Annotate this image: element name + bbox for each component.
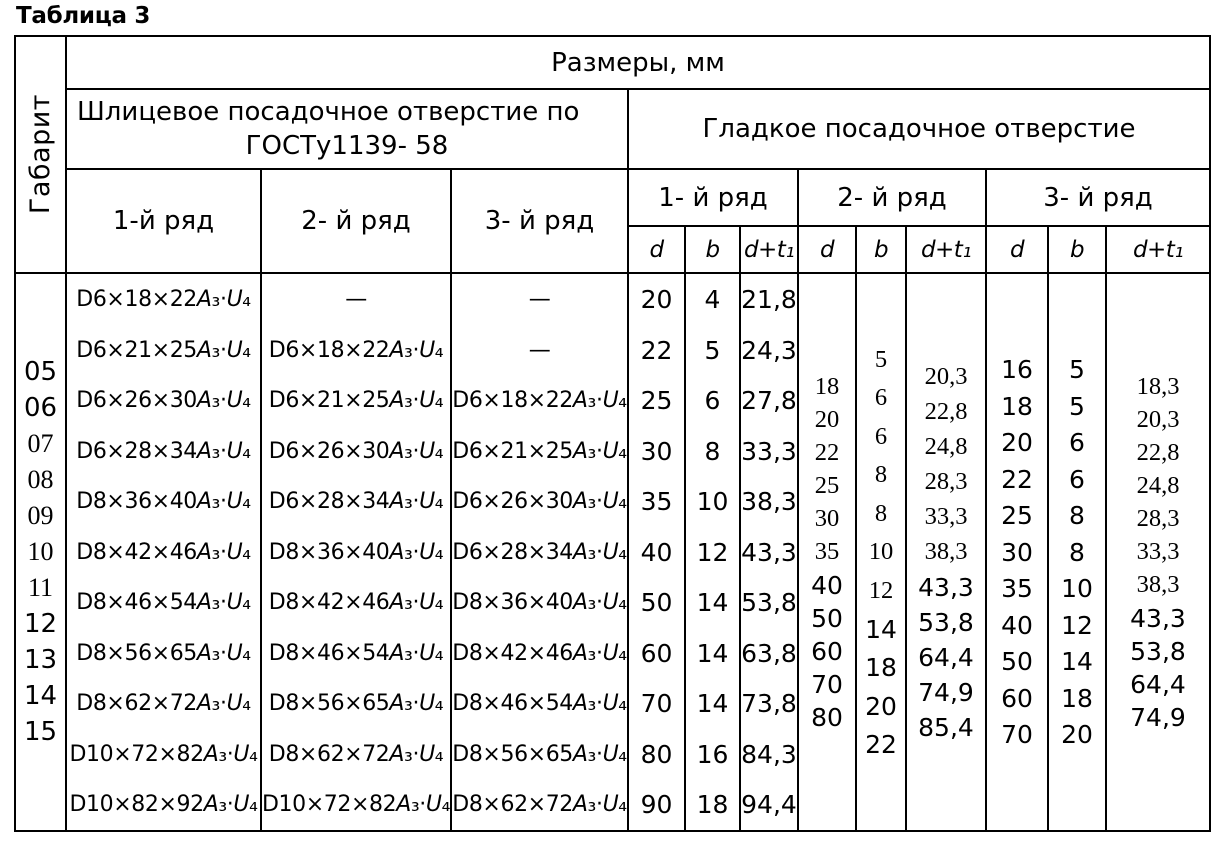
- cell-value: D8×42×46 A ₃· U ₄: [268, 590, 444, 615]
- cell-value: D10×82×92 A ₃· U ₄: [69, 792, 258, 817]
- cell-value: 5: [1069, 391, 1085, 421]
- cell-value: D8×36×40 A ₃· U ₄: [268, 539, 444, 565]
- cell-value: 80: [640, 739, 673, 769]
- cell-value: 20: [814, 406, 840, 433]
- cell-value: 43,3: [1130, 603, 1186, 633]
- cell-value: 09: [27, 501, 54, 530]
- cell-value: 20: [1061, 720, 1093, 749]
- smooth-series-1-header: 1- й ряд: [629, 170, 797, 225]
- cell-value: 38,3: [741, 487, 797, 516]
- cell-value: 18: [814, 373, 840, 400]
- cell-value: 10: [696, 487, 729, 516]
- smooth-3-dt1-column: [1107, 274, 1209, 830]
- cell-value: 60: [640, 638, 673, 668]
- cell-value: 60: [811, 636, 843, 666]
- col-header-d-3: d: [987, 227, 1047, 272]
- cell-value: 73,8: [741, 689, 797, 718]
- cell-value: 22: [1001, 464, 1033, 494]
- cell-value: D8×62×72 A ₃· U ₄: [268, 741, 444, 767]
- gabarit-header-label: Габарит: [25, 94, 56, 215]
- cell-value: 12: [1061, 610, 1093, 640]
- cell-value: 14: [1061, 647, 1093, 676]
- cell-value: D10×72×82 A ₃· U ₄: [69, 741, 258, 767]
- cell-value: 64,4: [918, 642, 974, 672]
- cell-value: 33,3: [741, 436, 797, 466]
- cell-value: 5: [1069, 355, 1085, 384]
- cell-value: 33,3: [924, 503, 968, 530]
- cell-value: 90: [640, 790, 673, 819]
- cell-value: D6×18×22 A ₃· U ₄: [452, 388, 627, 413]
- cell-value: 20,3: [924, 363, 968, 390]
- cell-value: 8: [704, 436, 721, 466]
- sizes-header: Размеры, мм: [67, 37, 1209, 88]
- col-header-d-1: d: [629, 227, 684, 272]
- cell-value: D6×21×25 A ₃· U ₄: [76, 337, 251, 363]
- col-header-b-3: b: [1049, 227, 1105, 272]
- cell-value: D6×18×22 A ₃· U ₄: [76, 287, 251, 312]
- col-header-d-2: d: [799, 227, 855, 272]
- cell-value: 27,8: [741, 386, 797, 415]
- cell-value: 70: [811, 669, 843, 699]
- smooth-2-b-column: [857, 274, 905, 830]
- cell-value: 8: [874, 461, 888, 488]
- cell-value: 38,3: [924, 538, 968, 565]
- cell-value: 12: [23, 609, 58, 639]
- cell-value: 50: [811, 603, 843, 633]
- cell-value: 35: [640, 487, 673, 516]
- cell-value: 25: [814, 472, 840, 499]
- cell-value: 10: [868, 538, 894, 565]
- cell-value: 11: [27, 573, 54, 602]
- cell-value: D6×28×34 A ₃· U ₄: [268, 489, 444, 514]
- spline-series-3-column: [452, 274, 627, 830]
- spline-series-2-column: [262, 274, 450, 830]
- gabarit-header-cell: [16, 37, 65, 272]
- col-header-b-1: b: [686, 227, 739, 272]
- cell-value: 14: [696, 689, 729, 718]
- cell-value: D8×46×54 A ₃· U ₄: [268, 640, 444, 666]
- cell-value: D8×46×54 A ₃· U ₄: [76, 590, 251, 615]
- cell-value: 18: [1061, 683, 1093, 713]
- cell-value: 22: [640, 335, 673, 365]
- cell-value: 14: [696, 638, 729, 668]
- gabarit-values-column: [16, 274, 65, 830]
- cell-value: 6: [704, 386, 721, 415]
- cell-value: 33,3: [1136, 538, 1180, 565]
- cell-value: 40: [811, 570, 843, 600]
- cell-value: 43,3: [741, 537, 797, 567]
- smooth-2-dt1-column: [907, 274, 985, 830]
- cell-value: 20,3: [1136, 406, 1180, 433]
- cell-value: D6×18×22 A ₃· U ₄: [268, 337, 444, 363]
- cell-value: 30: [814, 505, 840, 532]
- cell-value: 43,3: [918, 572, 974, 602]
- spline-series-1-header: 1-й ряд: [67, 170, 260, 272]
- col-header-dt1-3: d+t₁: [1107, 227, 1209, 272]
- smooth-2-d-column: [799, 274, 855, 830]
- cell-value: D8×56×65 A ₃· U ₄: [268, 691, 444, 716]
- cell-value: 85,4: [918, 712, 974, 742]
- cell-value: 35: [814, 538, 840, 565]
- cell-value: 64,4: [1130, 669, 1186, 699]
- cell-value: 24,8: [1136, 472, 1180, 499]
- cell-value: D8×36×40 A ₃· U ₄: [76, 489, 251, 514]
- smooth-1-b-column: [686, 274, 739, 830]
- cell-value: D6×21×25 A ₃· U ₄: [452, 438, 627, 464]
- cell-value: —: [528, 337, 551, 363]
- col-header-b-2: b: [857, 227, 905, 272]
- cell-value: 30: [1001, 537, 1033, 567]
- cell-value: D6×21×25 A ₃· U ₄: [268, 388, 444, 413]
- cell-value: 6: [874, 422, 888, 450]
- cell-value: 06: [23, 393, 58, 423]
- cell-value: 20: [865, 691, 897, 721]
- spline-hole-header: [67, 90, 627, 168]
- cell-value: 50: [1001, 647, 1033, 676]
- cell-value: 84,3: [741, 739, 797, 769]
- cell-value: 53,8: [918, 607, 974, 637]
- smooth-1-d-column: [629, 274, 684, 830]
- cell-value: 10: [27, 537, 54, 566]
- cell-value: 40: [640, 537, 673, 567]
- cell-value: D8×62×72 A ₃· U ₄: [76, 691, 251, 716]
- cell-value: 53,8: [1130, 636, 1186, 666]
- cell-value: 18: [1001, 391, 1033, 421]
- cell-value: 14: [865, 614, 897, 644]
- cell-value: D6×28×34 A ₃· U ₄: [452, 539, 627, 565]
- cell-value: 22,8: [1136, 439, 1180, 466]
- cell-value: 63,8: [741, 638, 797, 668]
- cell-value: 5: [704, 335, 721, 365]
- smooth-1-dt1-column: [741, 274, 797, 830]
- cell-value: 50: [640, 588, 673, 617]
- cell-value: 08: [27, 465, 54, 494]
- cell-value: 16: [696, 739, 729, 769]
- cell-value: 24,3: [741, 335, 797, 365]
- cell-value: 8: [874, 499, 888, 527]
- cell-value: 6: [874, 384, 888, 411]
- cell-value: 20: [640, 285, 673, 314]
- cell-value: 8: [1069, 537, 1085, 567]
- dimensions-table: [14, 35, 1211, 832]
- cell-value: 30: [640, 436, 673, 466]
- cell-value: 6: [1069, 428, 1085, 457]
- cell-value: 6: [1069, 464, 1085, 494]
- cell-value: D6×28×34 A ₃· U ₄: [76, 438, 251, 464]
- smooth-series-2-header: 2- й ряд: [799, 170, 985, 225]
- cell-value: 8: [1069, 501, 1085, 530]
- cell-value: 70: [640, 689, 673, 718]
- smooth-hole-header: Гладкое посадочное отверстие: [629, 90, 1209, 168]
- cell-value: 80: [811, 702, 843, 732]
- spline-hole-header-line2: ГОСТу1139- 58: [245, 131, 449, 161]
- cell-value: 74,9: [1130, 702, 1186, 732]
- cell-value: 22,8: [924, 398, 968, 425]
- cell-value: 10: [1061, 574, 1093, 603]
- cell-value: D10×72×82 A ₃· U ₄: [262, 792, 450, 817]
- spline-series-1-column: [67, 274, 260, 830]
- cell-value: 35: [1001, 574, 1033, 603]
- table-caption: Таблица 3: [16, 3, 151, 29]
- cell-value: D6×26×30 A ₃· U ₄: [452, 489, 627, 514]
- cell-value: 5: [874, 345, 888, 373]
- cell-value: 18,3: [1136, 373, 1180, 400]
- cell-value: 60: [1001, 683, 1033, 713]
- spline-series-2-header: 2- й ряд: [262, 170, 450, 272]
- cell-value: 18: [865, 653, 897, 682]
- cell-value: D8×56×65 A ₃· U ₄: [76, 640, 251, 666]
- cell-value: 28,3: [924, 468, 968, 495]
- spline-hole-header-line1: Шлицевое посадочное отверстие по: [77, 97, 580, 127]
- cell-value: 05: [23, 357, 58, 387]
- cell-value: 12: [868, 576, 894, 604]
- cell-value: 16: [1001, 355, 1033, 384]
- cell-value: 07: [27, 429, 54, 458]
- cell-value: —: [345, 287, 367, 312]
- cell-value: 53,8: [741, 588, 797, 617]
- cell-value: 14: [23, 681, 58, 711]
- cell-value: 4: [704, 285, 721, 314]
- cell-value: 24,8: [924, 433, 968, 460]
- cell-value: 40: [1001, 610, 1033, 640]
- smooth-3-b-column: [1049, 274, 1105, 830]
- smooth-3-d-column: [987, 274, 1047, 830]
- cell-value: D8×36×40 A ₃· U ₄: [452, 590, 627, 615]
- cell-value: 12: [696, 537, 729, 567]
- cell-value: 22: [814, 439, 840, 466]
- cell-value: D8×42×46 A ₃· U ₄: [76, 539, 251, 565]
- cell-value: 25: [1001, 501, 1033, 530]
- cell-value: D8×46×54 A ₃· U ₄: [452, 691, 627, 716]
- cell-value: 14: [696, 588, 729, 617]
- cell-value: D6×26×30 A ₃· U ₄: [76, 388, 251, 413]
- smooth-series-3-header: 3- й ряд: [987, 170, 1209, 225]
- cell-value: 38,3: [1136, 571, 1180, 598]
- cell-value: 74,9: [918, 677, 974, 707]
- cell-value: D8×62×72 A ₃· U ₄: [452, 792, 627, 817]
- spline-series-3-header: 3- й ряд: [452, 170, 627, 272]
- col-header-dt1-2: d+t₁: [907, 227, 985, 272]
- cell-value: 28,3: [1136, 505, 1180, 532]
- cell-value: 20: [1001, 428, 1033, 457]
- cell-value: D8×42×46 A ₃· U ₄: [452, 640, 627, 666]
- cell-value: 22: [865, 730, 897, 759]
- cell-value: 21,8: [741, 285, 797, 314]
- cell-value: 94,4: [741, 790, 797, 819]
- cell-value: D8×56×65 A ₃· U ₄: [452, 741, 627, 767]
- cell-value: 70: [1001, 720, 1033, 749]
- cell-value: —: [528, 287, 551, 312]
- cell-value: 13: [23, 645, 58, 675]
- cell-value: 25: [640, 386, 673, 415]
- cell-value: 15: [23, 717, 58, 747]
- cell-value: 18: [696, 790, 729, 819]
- col-header-dt1-1: d+t₁: [741, 227, 797, 272]
- cell-value: D6×26×30 A ₃· U ₄: [268, 438, 444, 464]
